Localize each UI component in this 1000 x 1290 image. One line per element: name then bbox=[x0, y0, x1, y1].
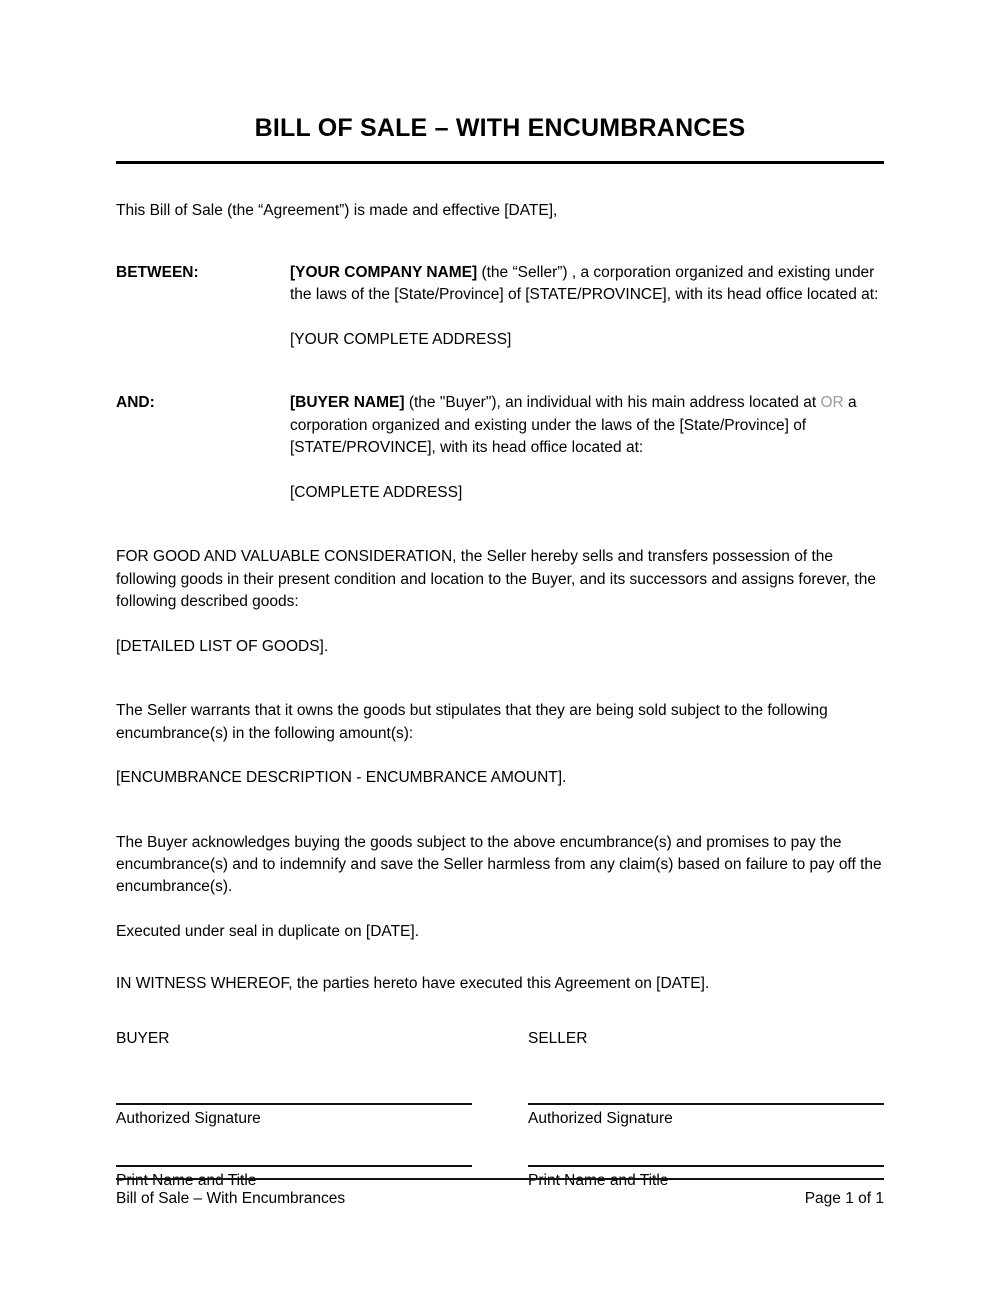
signature-row-authorized bbox=[116, 1103, 884, 1130]
acknowledgement-paragraph: The Buyer acknowledges buying the goods subject to the above encumbrance(s) and promises to pay the encumbrance(s) and to indemnify and save the Seller harmless from any claim(s) based on failure to pay off the encumbrance(s). bbox=[116, 833, 882, 896]
goods-placeholder: [DETAILED LIST OF GOODS]. bbox=[116, 637, 329, 655]
page-footer bbox=[116, 1178, 884, 1210]
buyer-signature-cell bbox=[116, 1103, 472, 1130]
intro-paragraph: This Bill of Sale (the “Agreement”) is made and effective [DATE], bbox=[116, 201, 558, 219]
seller-name-placeholder: [YOUR COMPANY NAME] bbox=[290, 263, 478, 281]
buyer-heading: BUYER bbox=[116, 1029, 170, 1047]
party-row-between bbox=[116, 262, 884, 351]
party-row-and bbox=[116, 392, 884, 504]
seller-printname-line[interactable] bbox=[528, 1165, 884, 1167]
party-label-and: AND: bbox=[116, 394, 155, 412]
page-title: BILL OF SALE – WITH ENCUMBRANCES bbox=[254, 114, 746, 142]
party-body-seller bbox=[290, 262, 884, 351]
executed-paragraph: Executed under seal in duplicate on [DATE]. bbox=[116, 922, 419, 940]
buyer-printname-caption: Print Name and Title bbox=[116, 1171, 257, 1189]
buyer-description-continued: a corporation organized and existing under the laws of the [State/Province] of [STATE/PROVINCE], with its head office located at: bbox=[290, 394, 857, 457]
buyer-signature-line[interactable] bbox=[116, 1103, 472, 1105]
document-body bbox=[116, 0, 884, 1192]
seller-signature-line[interactable] bbox=[528, 1103, 884, 1105]
seller-signature-caption: Authorized Signature bbox=[528, 1110, 673, 1128]
seller-heading: SELLER bbox=[528, 1029, 588, 1047]
title-divider bbox=[116, 161, 884, 164]
seller-address-placeholder: [YOUR COMPLETE ADDRESS] bbox=[290, 330, 512, 348]
seller-signature-cell bbox=[528, 1103, 884, 1130]
witness-paragraph: IN WITNESS WHEREOF, the parties hereto have executed this Agreement on [DATE]. bbox=[116, 975, 710, 993]
buyer-name-placeholder: [BUYER NAME] bbox=[290, 394, 405, 412]
buyer-or-note: OR bbox=[820, 394, 844, 412]
consideration-paragraph: FOR GOOD AND VALUABLE CONSIDERATION, the Seller hereby sells and transfers possession of the following goods in their present condition and location to the Buyer, and its successors and assigns forever, the following described goods: bbox=[116, 548, 876, 611]
footer-document-name: Bill of Sale – With Encumbrances bbox=[116, 1190, 346, 1207]
party-body-buyer bbox=[290, 392, 884, 504]
footer-row bbox=[116, 1188, 884, 1210]
signature-headings bbox=[116, 1028, 884, 1050]
party-label-between: BETWEEN: bbox=[116, 263, 199, 281]
buyer-printname-line[interactable] bbox=[116, 1165, 472, 1167]
buyer-description: (the "Buyer"), an individual with his main address located at bbox=[404, 394, 821, 412]
buyer-signature-caption: Authorized Signature bbox=[116, 1110, 261, 1128]
seller-printname-caption: Print Name and Title bbox=[528, 1171, 669, 1189]
warranty-paragraph: The Seller warrants that it owns the goods but stipulates that they are being sold subject to the following encumbrance(s) in the following amount(s): bbox=[116, 702, 828, 742]
seller-description: (the “Seller”) , a corporation organized and existing under the laws of the [State/Province] of [STATE/PROVINCE], with its head office located at: bbox=[290, 263, 879, 304]
footer-page-number: Page 1 of 1 bbox=[804, 1190, 884, 1207]
encumbrance-placeholder: [ENCUMBRANCE DESCRIPTION - ENCUMBRANCE AMOUNT]. bbox=[116, 769, 567, 787]
footer-divider bbox=[116, 1178, 884, 1180]
buyer-address-placeholder: [COMPLETE ADDRESS] bbox=[290, 483, 463, 501]
